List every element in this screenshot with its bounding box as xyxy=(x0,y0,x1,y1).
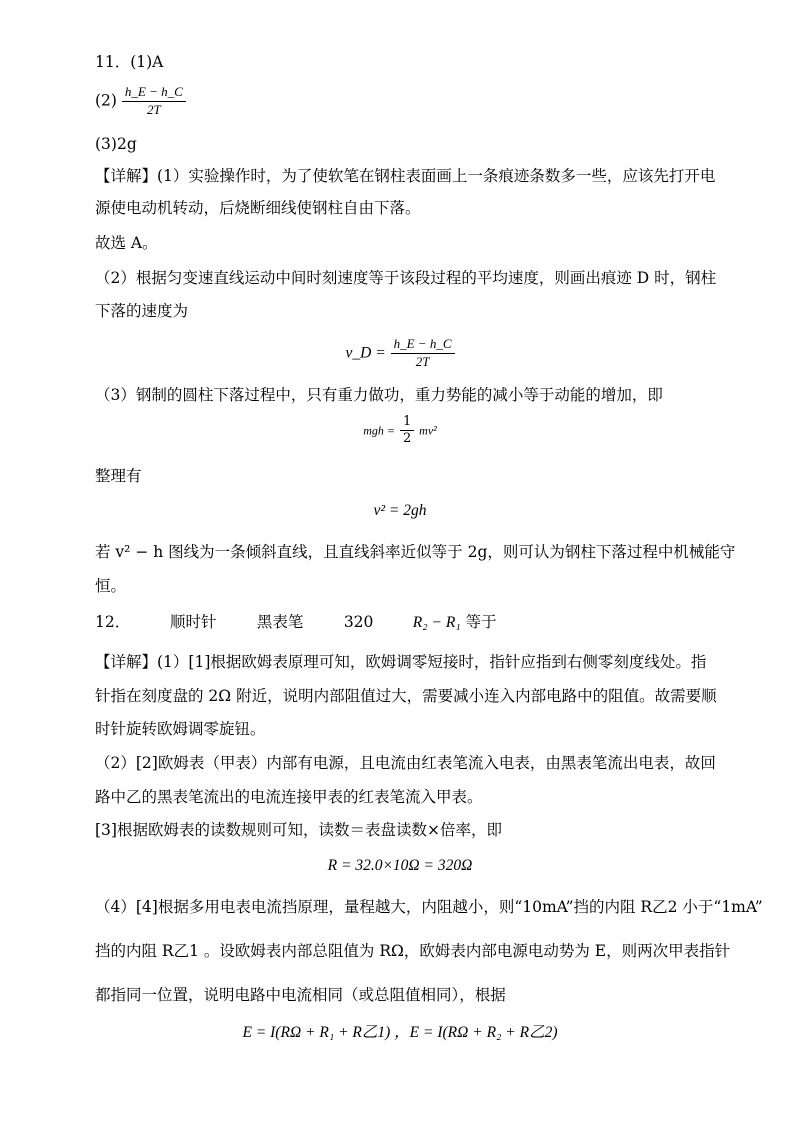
q12-detail-line-3: 时针旋转欧姆调零旋钮。 xyxy=(95,720,266,738)
q11-vd-equation xyxy=(0,336,800,371)
q11-simplify-label: 整理有 xyxy=(95,467,142,485)
q11-vd-fraction xyxy=(391,336,455,371)
q11-p2-fraction xyxy=(122,84,186,119)
q11-header: 11．(1)A xyxy=(95,53,164,71)
q12-number: 12． xyxy=(95,613,131,631)
q11-vd-denominator: 2T xyxy=(415,354,430,369)
q11-detail-line-3: 故选 A。 xyxy=(95,234,158,252)
q11-v2-text: v² = 2gh xyxy=(373,502,427,519)
q12-detail-line-6: [3]根据欧姆表的读数规则可知，读数＝表盘读数×倍率，即 xyxy=(95,821,502,839)
q12-final-equation xyxy=(0,1022,800,1043)
q11-energy-denominator: 2 xyxy=(402,431,412,446)
q12-answer-5: 等于 xyxy=(465,613,497,631)
q11-detail-line-5: 下落的速度为 xyxy=(95,302,189,320)
q12-r-text: R = 32.0×10Ω = 320Ω xyxy=(327,857,473,874)
q11-detail-line-4: （2）根据匀变速直线运动中间时刻速度等于该段过程的平均速度，则画出痕迹 D 时，钢柱 xyxy=(95,269,717,287)
q12-part4-line-3: 都指同一位置，说明电路中电流相同（或总阻值相同），根据 xyxy=(95,986,506,1004)
q11-energy-equation xyxy=(0,414,800,447)
q12-part4-line-2: 挡的内阻 R乙1 。设欧姆表内部总阻值为 RΩ，欧姆表内部电源电动势为 E，则两次甲表指针 xyxy=(95,942,731,960)
q11-vd-lhs: v_D = xyxy=(345,344,386,362)
q11-energy-numerator: 1 xyxy=(400,414,414,431)
q12-r-equation xyxy=(0,855,800,876)
q11-detail-line-2: 源使电动机转动，后烧断细线使钢柱自由下落。 xyxy=(95,199,421,217)
q12-part4-line-1: （4）[4]根据多用电表电流挡原理，量程越大，内阻越小，则“10mA”挡的内阻 R乙2 小于“1mA” xyxy=(95,898,763,916)
q11-conclusion-line-1: 若 v² − h 图线为一条倾斜直线，且直线斜率近似等于 2g，则可认为钢柱下落过程中机械能守 xyxy=(95,543,736,561)
q11-vd-numerator: h_E − h_C xyxy=(393,336,452,351)
q11-energy-fraction xyxy=(400,414,414,447)
q12-detail-line-5: 路中乙的黑表笔流出的电流连接甲表的红表笔流入甲表。 xyxy=(95,788,483,806)
q12-detail-line-1: 【详解】(1）[1]根据欧姆表原理可知，欧姆调零短接时，指针应指到右侧零刻度线处。指 xyxy=(95,653,707,671)
q12-detail-line-2: 针指在刻度盘的 2Ω 附近，说明内部阻值过大，需要减小连入内部电路中的阻值。故需要顺 xyxy=(95,687,717,705)
q11-answer-2 xyxy=(95,84,186,119)
q11-answer-3: (3)2g xyxy=(95,135,137,153)
q12-answer-1: 顺时针 xyxy=(169,613,217,631)
q11-conclusion-line-2: 恒。 xyxy=(95,577,127,595)
q11-v2-equation xyxy=(0,500,800,521)
q11-energy-rhs: mv² xyxy=(419,423,437,438)
q11-p2-prefix: (2) xyxy=(95,91,117,110)
q11-energy-lhs: mgh = xyxy=(363,423,395,438)
q12-answer-2: 黑表笔 xyxy=(256,613,304,631)
q12-final-text: E = I(RΩ + R₁ + R乙1) ，E = I(RΩ + R₂ + R乙2) xyxy=(242,1024,558,1041)
q12-detail-line-4: （2）[2]欧姆表（甲表）内部有电源，且电流由红表笔流入电表，由黑表笔流出电表，故回 xyxy=(95,754,716,772)
q12-answer-3: 320 xyxy=(343,613,374,631)
q11-p2-numerator: h_E − h_C xyxy=(124,84,183,99)
q12-answer-4: R₂ − R₁ xyxy=(412,614,461,631)
q11-part3-detail: （3）钢制的圆柱下落过程中，只有重力做功，重力势能的减小等于动能的增加，即 xyxy=(95,386,663,404)
q12-answers-row xyxy=(95,612,497,633)
q11-detail-line-1: 【详解】(1）实验操作时，为了使软笔在钢柱表面画上一条痕迹条数多一些，应该先打开电 xyxy=(95,167,716,185)
q11-p2-denominator: 2T xyxy=(146,102,161,117)
